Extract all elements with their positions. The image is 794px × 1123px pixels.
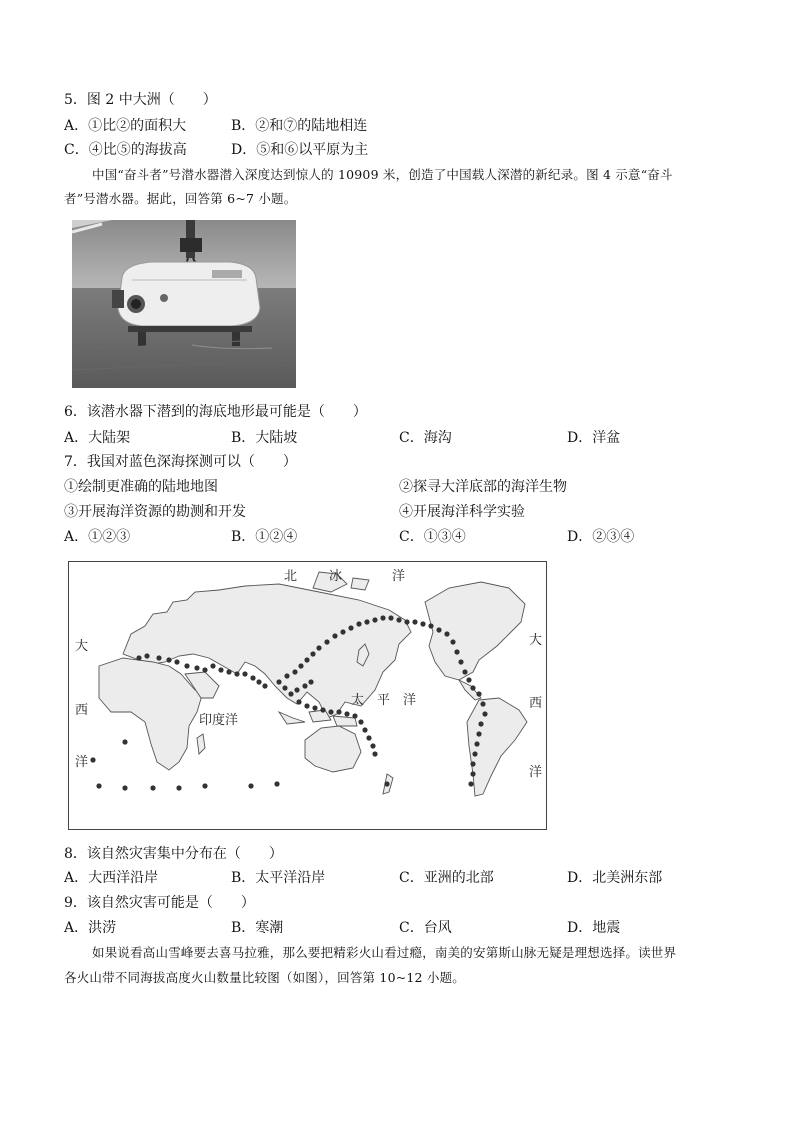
intro-paragraph-2-line-2: 各火山带不同海拔高度火山数量比较图（如图），回答第 10~12 小题。 xyxy=(64,970,465,985)
epicenter-dot xyxy=(96,783,101,788)
epicenter-dot xyxy=(310,651,315,656)
q6-option-d: D．洋盆 xyxy=(567,430,621,446)
epicenter-dot xyxy=(226,669,231,674)
epicenter-dot xyxy=(356,621,361,626)
q6-option-a: A．大陆架 xyxy=(64,430,131,446)
q7-statement-3: ③开展海洋资源的勘测和开发 xyxy=(64,504,246,520)
epicenter-dot xyxy=(344,711,349,716)
epicenter-dot xyxy=(308,679,313,684)
epicenter-dot xyxy=(396,617,401,622)
q9-stem: 9．该自然灾害可能是（ ） xyxy=(64,895,255,911)
epicenter-dot xyxy=(282,685,287,690)
epicenter-dot xyxy=(166,657,171,662)
epicenter-dot xyxy=(380,615,385,620)
epicenter-dot xyxy=(470,771,475,776)
epicenter-dot xyxy=(122,785,127,790)
q7-option-c: C．①③④ xyxy=(399,529,466,545)
epicenter-dot xyxy=(372,751,377,756)
epicenter-dot xyxy=(202,783,207,788)
world-map xyxy=(68,561,547,830)
q7-option-a: A．①②③ xyxy=(64,529,131,545)
epicenter-dot xyxy=(436,627,441,632)
map-label-atlantic-left-2: 西 xyxy=(75,703,89,718)
epicenter-dot xyxy=(276,679,281,684)
q6-stem: 6．该潜水器下潜到的海底地形最可能是（ ） xyxy=(64,404,367,420)
map-label-atlantic-left-3: 洋 xyxy=(75,755,89,770)
q7-option-d: D．②③④ xyxy=(567,529,635,545)
submersible-photo xyxy=(72,220,296,388)
epicenter-dot xyxy=(274,781,279,786)
epicenter-dot xyxy=(294,687,299,692)
q9-option-b: B．寒潮 xyxy=(231,920,284,936)
epicenter-dot xyxy=(470,685,475,690)
q5-stem: 5．图 2 中大洲（ ） xyxy=(64,92,217,108)
epicenter-dot xyxy=(404,619,409,624)
epicenter-dot xyxy=(420,621,425,626)
epicenter-dot xyxy=(298,663,303,668)
epicenter-dot xyxy=(412,619,417,624)
epicenter-dot xyxy=(474,741,479,746)
map-label-atlantic-right-1: 大 xyxy=(529,633,543,648)
map-label-ice: 冰 xyxy=(329,569,343,584)
q8-option-a: A．大西洋沿岸 xyxy=(64,870,159,886)
epicenter-dot xyxy=(248,783,253,788)
epicenter-dot xyxy=(304,703,309,708)
epicenter-dot xyxy=(194,665,199,670)
q6-option-b: B．大陆坡 xyxy=(231,430,298,446)
epicenter-dot xyxy=(336,709,341,714)
intro-paragraph-1-line-1: 中国“奋斗者”号潜水器潜入深度达到惊人的 10909 米，创造了中国载人深潜的新纪录。图 4 示意“奋斗 xyxy=(92,167,673,182)
epicenter-dot xyxy=(428,623,433,628)
q7-statement-2: ②探寻大洋底部的海洋生物 xyxy=(399,479,567,495)
q7-option-b: B．①②④ xyxy=(231,529,298,545)
epicenter-dot xyxy=(444,631,449,636)
intro-paragraph-1-line-2: 者”号潜水器。据此，回答第 6~7 小题。 xyxy=(64,191,297,206)
epicenter-dot xyxy=(478,721,483,726)
epicenter-dot xyxy=(218,667,223,672)
epicenter-dot xyxy=(480,701,485,706)
epicenter-dot xyxy=(174,659,179,664)
epicenter-dot xyxy=(364,619,369,624)
epicenter-dot xyxy=(472,751,477,756)
epicenter-dot xyxy=(366,735,371,740)
q7-statement-1: ①绘制更准确的陆地地图 xyxy=(64,479,218,495)
q9-option-c: C．台风 xyxy=(399,920,452,936)
epicenter-dot xyxy=(332,633,337,638)
epicenter-dot xyxy=(304,657,309,662)
map-label-atlantic-right-3: 洋 xyxy=(529,765,543,780)
epicenter-dot xyxy=(340,629,345,634)
epicenter-dot xyxy=(256,679,261,684)
epicenter-dot xyxy=(476,691,481,696)
epicenter-dot xyxy=(90,757,95,762)
epicenter-dot xyxy=(302,683,307,688)
map-label-north: 北 xyxy=(284,569,298,584)
q5-option-c: C．④比⑤的海拔高 xyxy=(64,142,187,158)
epicenter-dot xyxy=(384,781,389,786)
epicenter-dot xyxy=(458,659,463,664)
epicenter-dot xyxy=(324,639,329,644)
epicenter-dot xyxy=(362,727,367,732)
q6-option-c: C．海沟 xyxy=(399,430,452,446)
epicenter-dot xyxy=(292,669,297,674)
epicenter-dot xyxy=(234,671,239,676)
q8-option-b: B．太平洋沿岸 xyxy=(231,870,326,886)
epicenter-dot xyxy=(262,683,267,688)
epicenter-dot xyxy=(122,739,127,744)
epicenter-dot xyxy=(156,655,161,660)
epicenter-dot xyxy=(288,691,293,696)
q8-stem: 8．该自然灾害集中分布在（ ） xyxy=(64,846,283,862)
epicenter-dot xyxy=(242,671,247,676)
epicenter-dot xyxy=(454,649,459,654)
q5-option-d: D．⑤和⑥以平原为主 xyxy=(231,142,369,158)
epicenter-dot xyxy=(470,761,475,766)
epicenter-dot xyxy=(476,731,481,736)
epicenter-dot xyxy=(348,625,353,630)
epicenter-dot xyxy=(176,785,181,790)
q9-option-a: A．洪涝 xyxy=(64,920,117,936)
q5-option-a: A．①比②的面积大 xyxy=(64,118,187,134)
epicenter-dot xyxy=(450,639,455,644)
epicenter-dot xyxy=(250,675,255,680)
epicenter-dot xyxy=(184,663,189,668)
epicenter-dot xyxy=(284,673,289,678)
epicenter-dot xyxy=(316,645,321,650)
epicenter-dot xyxy=(320,707,325,712)
epicenter-dot xyxy=(296,699,301,704)
epicenter-dot xyxy=(202,667,207,672)
q9-option-d: D．地震 xyxy=(567,920,621,936)
epicenter-dot xyxy=(150,785,155,790)
intro-paragraph-2-line-1: 如果说看高山雪峰要去喜马拉雅，那么要把精彩火山看过瘾，南美的安第斯山脉无疑是理想选择。读世界 xyxy=(92,945,677,960)
q8-option-c: C．亚洲的北部 xyxy=(399,870,494,886)
epicenter-dot xyxy=(462,669,467,674)
epicenter-dot xyxy=(210,663,215,668)
q7-stem: 7．我国对蓝色深海探测可以（ ） xyxy=(64,454,297,470)
epicenter-dot xyxy=(388,615,393,620)
epicenter-dot xyxy=(358,719,363,724)
epicenter-dot xyxy=(144,653,149,658)
map-label-pacific-ocean: 太 平 洋 xyxy=(351,693,417,708)
epicenter-dot xyxy=(370,743,375,748)
map-label-atlantic-left-1: 大 xyxy=(75,639,89,654)
epicenter-dot xyxy=(372,617,377,622)
map-label-arctic-ocean: 洋 xyxy=(392,569,406,584)
epicenter-dot xyxy=(136,655,141,660)
epicenter-dot xyxy=(468,781,473,786)
epicenter-dot xyxy=(482,711,487,716)
epicenter-dot xyxy=(466,677,471,682)
q5-option-b: B．②和⑦的陆地相连 xyxy=(231,118,368,134)
epicenter-dot xyxy=(328,709,333,714)
epicenter-dot xyxy=(352,713,357,718)
epicenter-dot xyxy=(312,705,317,710)
q8-option-d: D．北美洲东部 xyxy=(567,870,663,886)
q7-statement-4: ④开展海洋科学实验 xyxy=(399,504,525,520)
map-label-atlantic-right-2: 西 xyxy=(529,696,543,711)
map-label-indian-ocean: 印度洋 xyxy=(199,713,239,728)
